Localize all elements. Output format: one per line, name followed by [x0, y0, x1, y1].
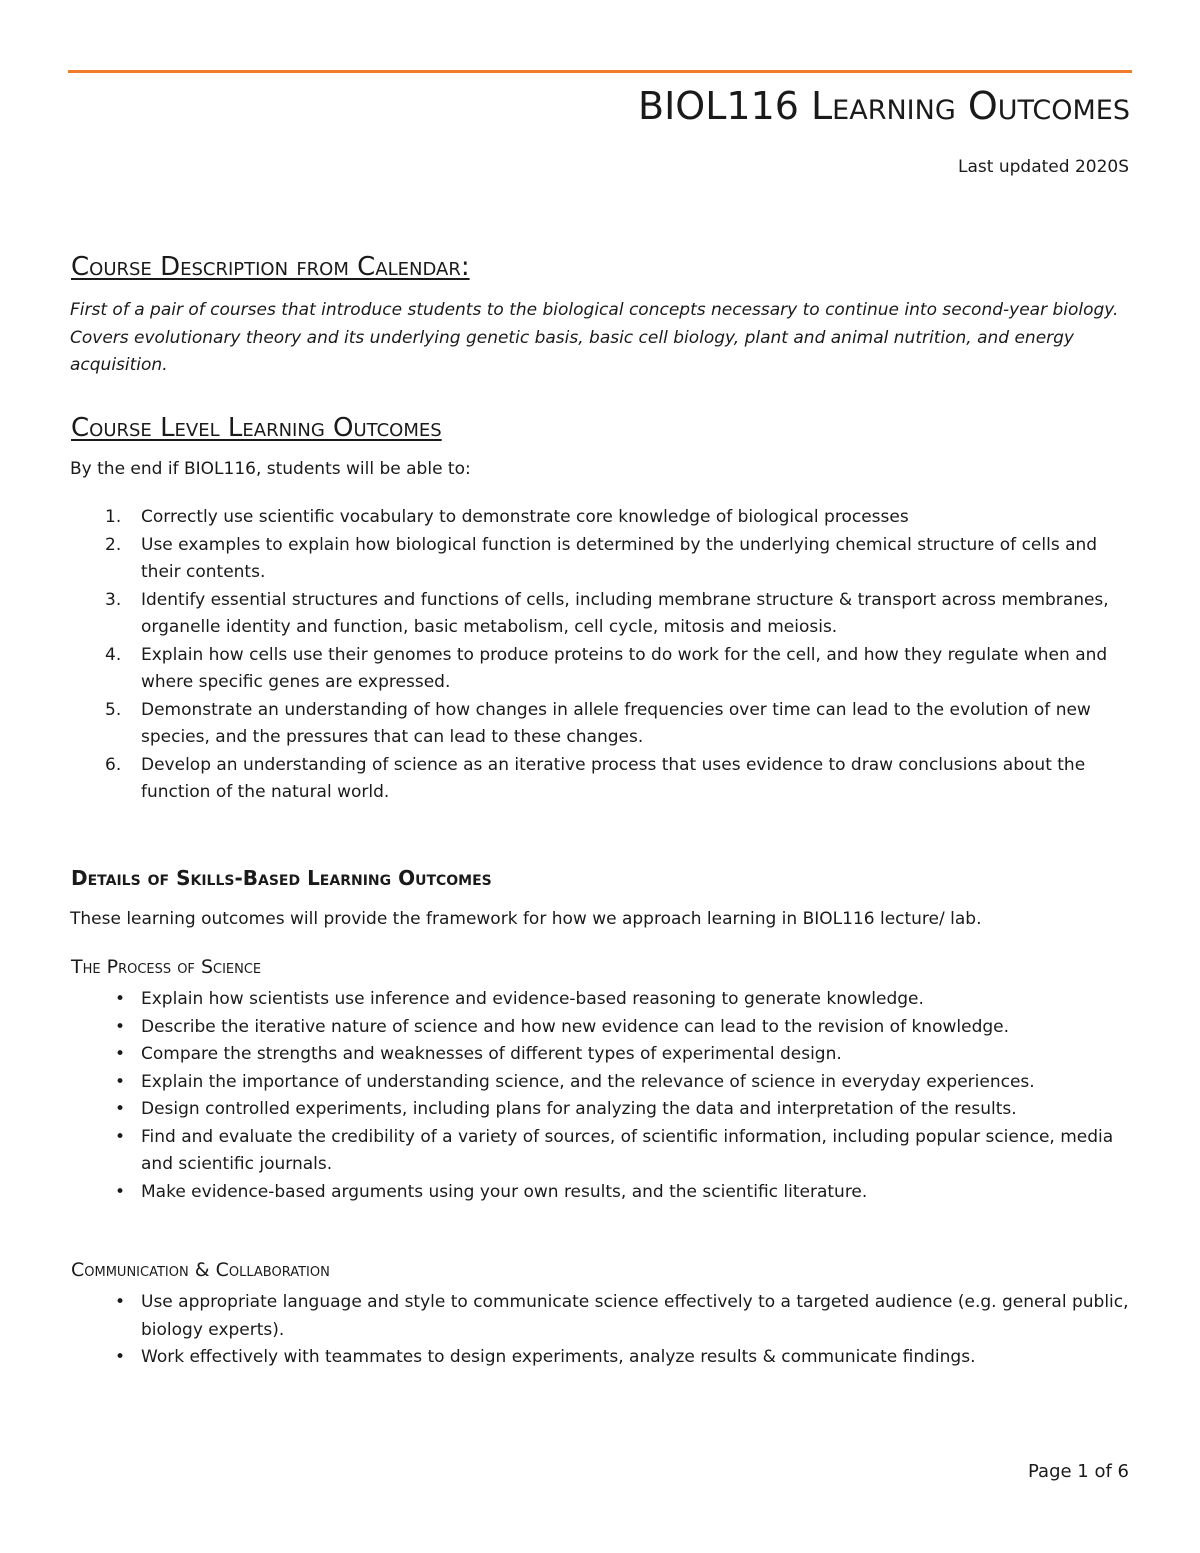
list-item [70, 642, 1130, 697]
list-item [70, 1289, 1130, 1344]
header-rule [68, 70, 1132, 73]
list-item [70, 532, 1130, 587]
list-item [70, 504, 1130, 532]
bullet-icon: • [115, 1181, 126, 1202]
bullet-icon: • [115, 1126, 126, 1147]
list-item-text: Identify essential structures and functions of cells, including membrane structure & transport across membranes, organelle identity and function, basic metabolism, cell cycle, mitosis and meiosis. [141, 589, 1109, 637]
list-item [70, 1124, 1130, 1179]
bullet-icon: • [115, 989, 126, 1009]
list-number: 3. [105, 589, 122, 610]
list-item-text: Use appropriate language and style to communicate science effectively to a targeted audience (e.g. general public, biology experts). [141, 1292, 1129, 1340]
list-item [70, 697, 1130, 752]
last-updated: Last updated 2020S [958, 157, 1129, 177]
process-of-science-list [70, 986, 1130, 1206]
page-title: BIOL116 Learning Outcomes [638, 84, 1130, 128]
list-item-text: Find and evaluate the credibility of a variety of sources, of scientific information, including popular science, media and scientific journals. [141, 1126, 1114, 1174]
list-item-text: Explain how cells use their genomes to produce proteins to do work for the cell, and how they regulate when and where specific genes are expressed. [141, 644, 1108, 692]
list-item-text: Work effectively with teammates to design experiments, analyze results & communicate findings. [141, 1347, 976, 1367]
list-number: 2. [105, 534, 122, 555]
list-number: 5. [105, 699, 122, 720]
communication-heading: Communication & Collaboration [71, 1259, 330, 1281]
course-description-text: First of a pair of courses that introduce students to the biological concepts necessary to continue into second-year biology. Covers evolutionary theory and its underlying genetic basis, basic cell biology, plant and animal nutrition, and energy acquisition. [70, 300, 1119, 375]
list-item [70, 1069, 1130, 1097]
bullet-icon: • [115, 1347, 126, 1367]
list-item [70, 1041, 1130, 1069]
skills-intro: These learning outcomes will provide the framework for how we approach learning in BIOL116 lecture/ lab. [70, 909, 982, 929]
list-item [70, 986, 1130, 1014]
course-outcomes-intro: By the end if BIOL116, students will be able to: [70, 459, 471, 479]
list-item-text: Explain how scientists use inference and evidence-based reasoning to generate knowledge. [141, 989, 924, 1009]
list-item-text: Demonstrate an understanding of how changes in allele frequencies over time can lead to the evolution of new species, and the pressures that can lead to these changes. [141, 699, 1091, 747]
list-item-text: Make evidence-based arguments using your own results, and the scientific literature. [141, 1181, 868, 1202]
communication-list [70, 1289, 1130, 1372]
list-item [70, 1344, 1130, 1372]
list-item-text: Use examples to explain how biological function is determined by the underlying chemical structure of cells and their contents. [141, 534, 1098, 582]
course-description-heading: Course Description from Calendar: [71, 252, 470, 282]
course-outcomes-list [70, 504, 1130, 807]
list-item-text: Correctly use scientific vocabulary to demonstrate core knowledge of biological processes [141, 507, 909, 527]
bullet-icon: • [115, 1016, 126, 1037]
list-item-text: Develop an understanding of science as an iterative process that uses evidence to draw conclusions about the function of the natural world. [141, 754, 1086, 802]
bullet-icon: • [115, 1099, 126, 1119]
skills-heading: Details of Skills-Based Learning Outcomes [71, 866, 492, 890]
list-item-text: Compare the strengths and weaknesses of different types of experimental design. [141, 1044, 842, 1064]
list-item [70, 1179, 1130, 1207]
list-item [70, 1014, 1130, 1042]
list-number: 1. [105, 507, 122, 527]
list-item-text: Design controlled experiments, including plans for analyzing the data and interpretation of the results. [141, 1099, 1017, 1119]
bullet-icon: • [115, 1044, 126, 1064]
list-item [70, 587, 1130, 642]
bullet-icon: • [115, 1071, 126, 1092]
process-of-science-heading: The Process of Science [71, 956, 262, 978]
page-number: Page 1 of 6 [1028, 1461, 1129, 1482]
list-number: 4. [105, 644, 122, 665]
bullet-icon: • [115, 1292, 126, 1312]
list-item [70, 1096, 1130, 1124]
list-item-text: Describe the iterative nature of science and how new evidence can lead to the revision of knowledge. [141, 1016, 1010, 1037]
list-item [70, 752, 1130, 807]
list-number: 6. [105, 754, 122, 775]
course-outcomes-heading: Course Level Learning Outcomes [71, 413, 442, 443]
list-item-text: Explain the importance of understanding science, and the relevance of science in everyday experiences. [141, 1071, 1035, 1092]
